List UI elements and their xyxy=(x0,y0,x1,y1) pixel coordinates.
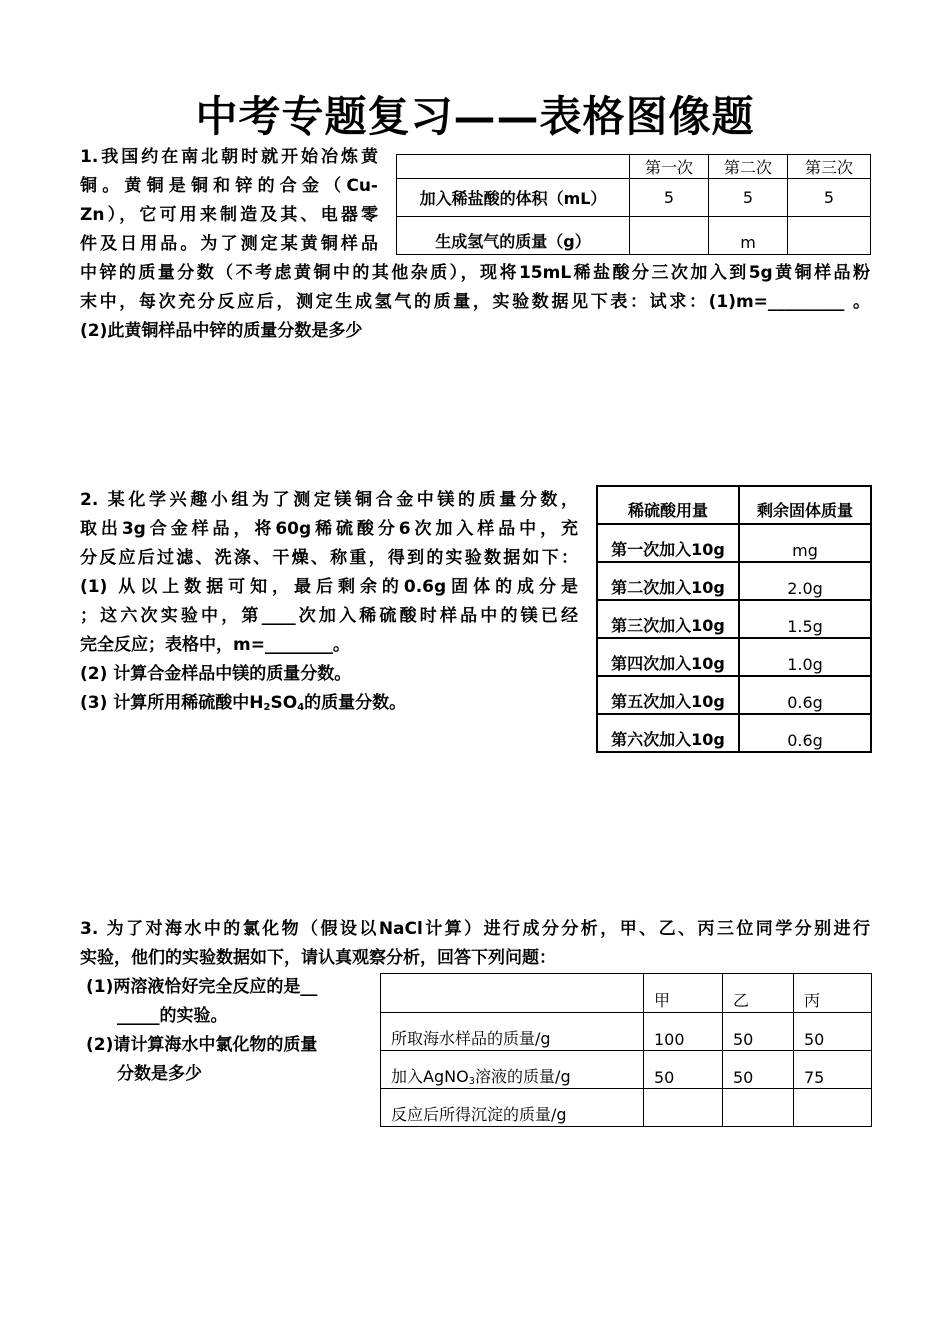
q2-line-8-sub2: 4 xyxy=(297,702,305,713)
q1-line-3: Zn），它可用来制造及其、电器零 xyxy=(80,205,378,225)
q2-line-6: 完全反应；表格中，m=________。 xyxy=(80,635,350,655)
q1-line-1: 1.我国约在南北朝时就开始冶炼黄 xyxy=(80,147,378,167)
q3-sub-4: 分数是多少 xyxy=(117,1064,202,1084)
q1-row2-label: 生成氢气的质量（g） xyxy=(397,217,630,255)
q1-table-header xyxy=(397,155,871,179)
q3-intro-1: 3. 为了对海水中的氯化物（假设以NaCl计算）进行成分分析，甲、乙、丙三位同学分别进行 xyxy=(80,919,870,939)
q1-header-blank xyxy=(397,155,630,179)
q3-row3-jia xyxy=(644,1089,723,1127)
q1-header-1: 第一次 xyxy=(630,155,709,179)
q3-row3-label: 反应后所得沉淀的质量/g xyxy=(381,1089,644,1127)
q2-row4-label: 第四次加入10g xyxy=(597,638,739,676)
table-row xyxy=(381,1051,872,1089)
q2-line-2: 取出3g合金样品，将60g稀硫酸分6次加入样品中，充 xyxy=(80,519,578,539)
q2-line-8-sub1: 2 xyxy=(263,702,271,713)
q2-row2-label: 第二次加入10g xyxy=(597,562,739,600)
q2-row5-val: 0.6g xyxy=(739,676,871,714)
q1-row2-val2: m xyxy=(709,217,788,255)
q1-line-4: 件及日用品。为了测定某黄铜样品 xyxy=(80,234,378,254)
q3-row1-jia: 100 xyxy=(644,1013,723,1051)
table-row xyxy=(597,524,871,562)
q2-line-1: 2. 某化学兴趣小组为了测定镁铜合金中镁的质量分数， xyxy=(80,490,578,510)
table-row xyxy=(597,676,871,714)
table-row xyxy=(597,562,871,600)
q2-row4-val: 1.0g xyxy=(739,638,871,676)
q3-table-header xyxy=(381,974,872,1013)
q3-row2-jia: 50 xyxy=(644,1051,723,1089)
q1-line-7: (2)此黄铜样品中锌的质量分数是多少 xyxy=(80,321,363,341)
q2-line-8-mid: SO xyxy=(270,693,298,713)
q3-row3-bing xyxy=(794,1089,872,1127)
q2-row3-val: 1.5g xyxy=(739,600,871,638)
q3-sub-1: (1)两溶液恰好完全反应的是__ xyxy=(86,977,318,997)
q3-row2-bing: 75 xyxy=(794,1051,872,1089)
q2-header-2: 剩余固体质量 xyxy=(739,486,871,524)
q2-header-1: 稀硫酸用量 xyxy=(597,486,739,524)
q1-line-6: 末中，每次充分反应后，测定生成氢气的质量，实验数据见下表：试求：(1)m=_________ 。 xyxy=(80,292,870,312)
table-row xyxy=(381,1013,872,1051)
q3-row1-label: 所取海水样品的质量/g xyxy=(381,1013,644,1051)
q3-row2-label-pre: 加入AgNO xyxy=(391,1067,469,1086)
q2-row6-label: 第六次加入10g xyxy=(597,714,739,752)
q2-line-5: ；这六次实验中，第____次加入稀硫酸时样品中的镁已经 xyxy=(80,606,578,626)
q3-header-bing: 丙 xyxy=(794,974,872,1013)
q3-header-blank xyxy=(381,974,644,1013)
q2-line-4: (1) 从以上数据可知，最后剩余的0.6g固体的成分是 xyxy=(80,577,578,597)
q1-header-3: 第三次 xyxy=(788,155,871,179)
q1-row1-val3: 5 xyxy=(788,179,871,217)
q3-intro-2: 实验，他们的实验数据如下，请认真观察分析，回答下列问题： xyxy=(80,948,556,968)
table-row xyxy=(397,217,871,255)
table-row xyxy=(381,1089,872,1127)
q2-line-8-pre: (3) 计算所用稀硫酸中H xyxy=(80,693,264,713)
table-row xyxy=(597,638,871,676)
table-row xyxy=(397,179,871,217)
q1-row1-val2: 5 xyxy=(709,179,788,217)
q3-row2-label xyxy=(381,1051,644,1089)
q2-table xyxy=(596,485,872,753)
q2-line-7: (2) 计算合金样品中镁的质量分数。 xyxy=(80,664,352,684)
q3-row3-yi xyxy=(723,1089,794,1127)
q2-row5-label: 第五次加入10g xyxy=(597,676,739,714)
q2-row1-label: 第一次加入10g xyxy=(597,524,739,562)
q3-header-jia: 甲 xyxy=(644,974,723,1013)
q3-header-yi: 乙 xyxy=(723,974,794,1013)
table-row xyxy=(597,600,871,638)
q1-row1-label: 加入稀盐酸的体积（mL） xyxy=(397,179,630,217)
q1-line-2: 铜。黄铜是铜和锌的合金（Cu- xyxy=(80,176,378,196)
q3-row2-label-sub: 3 xyxy=(468,1076,476,1087)
q1-table xyxy=(396,154,871,255)
q2-row1-val: mg xyxy=(739,524,871,562)
q2-row2-val: 2.0g xyxy=(739,562,871,600)
table-row xyxy=(597,714,871,752)
q3-row1-yi: 50 xyxy=(723,1013,794,1051)
q1-row2-val1 xyxy=(630,217,709,255)
q2-line-8-post: 的质量分数。 xyxy=(304,693,407,713)
q2-line-3: 分反应后过滤、洗涤、干燥、称重，得到的实验数据如下： xyxy=(80,548,578,568)
q2-line-8 xyxy=(80,692,406,719)
q3-row2-yi: 50 xyxy=(723,1051,794,1089)
page-title: 中考专题复习——表格图像题 xyxy=(195,92,755,141)
q1-header-2: 第二次 xyxy=(709,155,788,179)
q3-row2-label-post: 溶液的质量/g xyxy=(475,1067,571,1086)
q2-row6-val: 0.6g xyxy=(739,714,871,752)
q3-table xyxy=(380,973,872,1127)
q2-table-header xyxy=(597,486,871,524)
q1-row2-val3 xyxy=(788,217,871,255)
q3-sub-3: (2)请计算海水中氯化物的质量 xyxy=(86,1035,318,1055)
q2-row3-label: 第三次加入10g xyxy=(597,600,739,638)
q3-row1-bing: 50 xyxy=(794,1013,872,1051)
q1-line-5: 中锌的质量分数（不考虑黄铜中的其他杂质），现将15mL稀盐酸分三次加入到5g黄铜样品粉 xyxy=(80,263,870,283)
q3-sub-2: _____的实验。 xyxy=(117,1006,228,1026)
q1-row1-val1: 5 xyxy=(630,179,709,217)
